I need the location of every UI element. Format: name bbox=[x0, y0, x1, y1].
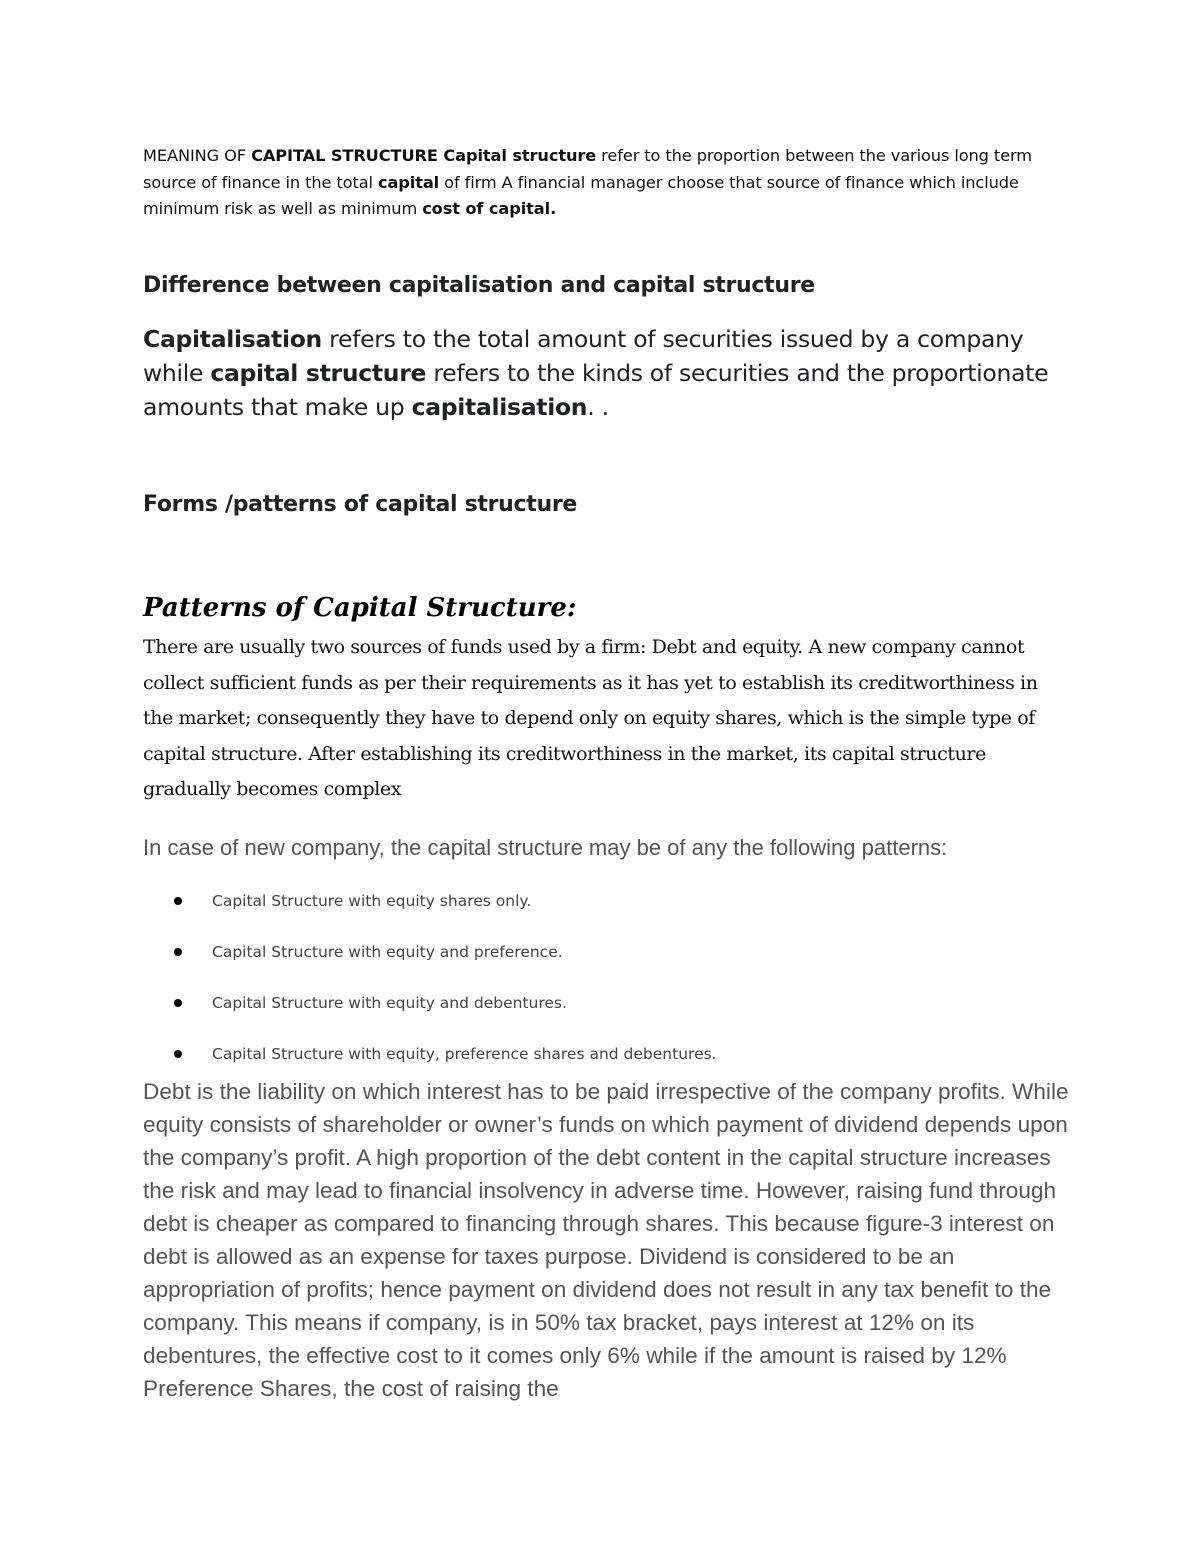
difference-heading: Difference between capitalisation and capital structure bbox=[143, 273, 815, 298]
list-item bbox=[170, 989, 717, 1040]
list-item-text: Capital Structure with equity and preference. bbox=[212, 943, 563, 961]
capitalisation-text-1: refers to the total amount of securities issued by a company while bbox=[143, 325, 1024, 387]
bullet-icon bbox=[174, 1050, 182, 1058]
list-item-text: Capital Structure with equity shares only. bbox=[212, 892, 532, 910]
bullet-icon bbox=[174, 948, 182, 956]
list-item-text: Capital Structure with equity and debentures. bbox=[212, 994, 567, 1012]
bullet-icon bbox=[174, 999, 182, 1007]
meaning-bold-capital: capital bbox=[377, 172, 440, 192]
list-item bbox=[170, 938, 717, 989]
meaning-paragraph bbox=[143, 143, 1058, 223]
list-item-text: Capital Structure with equity, preference shares and debentures. bbox=[212, 1045, 717, 1063]
capitalisation-bold-3: capitalisation bbox=[411, 393, 588, 421]
capitalisation-text-2: refers to the kinds of securities and the proportionate amounts that make up bbox=[143, 359, 1049, 421]
meaning-text-1: refer to the proportion between the various long term source of finance in the total bbox=[143, 146, 1032, 192]
debt-paragraph: Debt is the liability on which interest has to be paid irrespective of the company profits. While equity consists of shareholder or owner’s funds on which payment of dividend depends upon the company’s profit. A high proportion of the debt content in the capital structure increases the risk and may lead to financial insolvency in adverse time. However, raising fund through debt is cheaper as compared to financing through shares. This because figure-3 interest on debt is allowed as an expense for taxes purpose. Dividend is considered to be an appropriation of profits; hence payment on dividend does not result in any tax benefit to the company. This means if company, is in 50% tax bracket, pays interest at 12% on its debentures, the effective cost to it comes only 6% while if the amount is raised by 12% Preference Shares, the cost of raising the bbox=[143, 1079, 1069, 1401]
bullet-icon bbox=[174, 897, 182, 905]
meaning-bold-cost: cost of capital. bbox=[422, 199, 557, 218]
patterns-title: Patterns of Capital Structure: bbox=[143, 593, 577, 623]
list-item bbox=[170, 887, 717, 938]
forms-heading: Forms /patterns of capital structure bbox=[143, 492, 578, 517]
meaning-bold-term: CAPITAL STRUCTURE Capital structure bbox=[251, 146, 597, 165]
meaning-lead: MEANING OF bbox=[143, 146, 252, 165]
new-company-intro: In case of new company, the capital structure may be of any the following patterns: bbox=[143, 835, 948, 860]
pattern-list bbox=[170, 887, 717, 1091]
capitalisation-paragraph bbox=[143, 322, 1063, 424]
patterns-paragraph: There are usually two sources of funds used by a firm: Debt and equity. A new company cannot collect sufficient funds as per their requirements as it has yet to establish its creditworthiness in the market; consequently they have to depend only on equity shares, which is the simple type of capital structure. After establishing its creditworthiness in the market, its capital structure gradually becomes complex bbox=[143, 636, 1038, 800]
capitalisation-bold-2: capital structure bbox=[210, 359, 427, 387]
capitalisation-bold-1: Capitalisation bbox=[143, 325, 322, 353]
meaning-text-2: of firm A financial manager choose that source of finance which include minimum risk as well as minimum bbox=[143, 172, 1019, 218]
capitalisation-text-3: . . bbox=[587, 393, 609, 421]
